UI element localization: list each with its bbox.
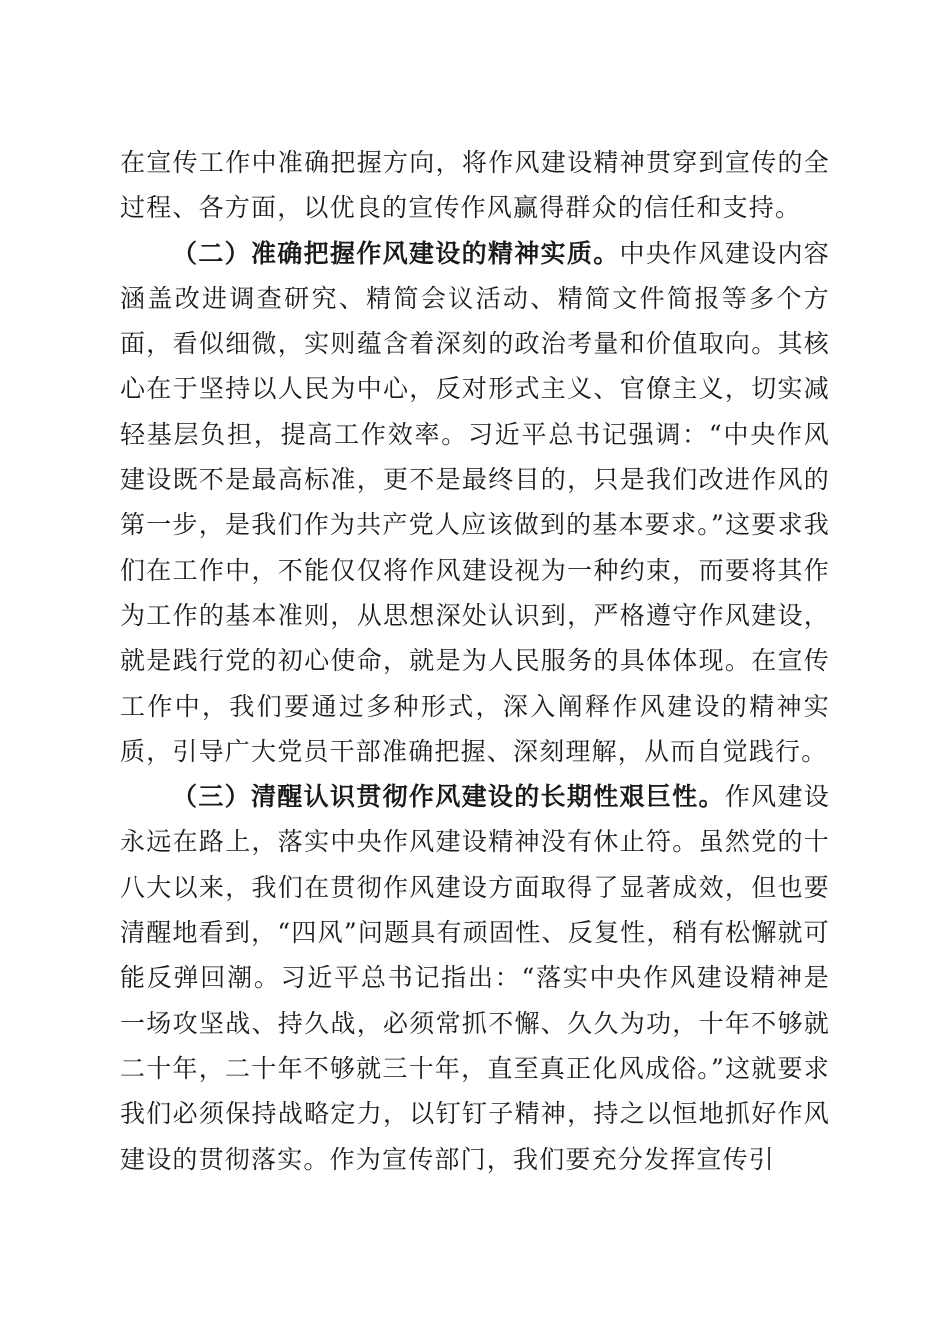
section-heading-three: （三）清醒认识贯彻作风建设的长期性艰巨性。 bbox=[172, 782, 725, 812]
paragraph-text: 中央作风建设内容涵盖改进调查研究、精简会议活动、精简文件简报等多个方面，看似细微，实则蕴含着深刻的政治考量和价值取向。其核心在于坚持以人民为中心，反对形式主义、官僚主义，切实减轻基层负担，提高工作效率。习近平总书记强调：“中央作风建设既不是最高标准，更不是最终目的，只是我们改进作风的第一步，是我们作为共产党人应该做到的基本要求。”这要求我们在工作中，不能仅仅将作风建设视为一种约束，而要将其作为工作的基本准则，从思想深处认识到，严格遵守作风建设，就是践行党的初心使命，就是为人民服务的具体体现。在宣传工作中，我们要通过多种形式，深入阐释作风建设的精神实质，引导广大党员干部准确把握、深刻理解，从而自觉践行。 bbox=[120, 238, 830, 766]
paragraph-text: 在宣传工作中准确把握方向，将作风建设精神贯穿到宣传的全过程、各方面，以优良的宣传作风赢得群众的信任和支持。 bbox=[120, 148, 830, 223]
paragraph-section-two bbox=[120, 231, 830, 775]
paragraph-section-three bbox=[120, 774, 830, 1182]
document-body bbox=[120, 140, 830, 1182]
paragraph-continuation bbox=[120, 140, 830, 231]
section-heading-two: （二）准确把握作风建设的精神实质。 bbox=[172, 238, 620, 268]
paragraph-text: 作风建设永远在路上，落实中央作风建设精神没有休止符。虽然党的十八大以来，我们在贯彻作风建设方面取得了显著成效，但也要清醒地看到，“四风”问题具有顽固性、反复性，稍有松懈就可能反弹回潮。习近平总书记指出：“落实中央作风建设精神是一场攻坚战、持久战，必须常抓不懈、久久为功，十年不够就二十年，二十年不够就三十年，直至真正化风成俗。”这就要求我们必须保持战略定力，以钉钉子精神，持之以恒地抓好作风建设的贯彻落实。作为宣传部门，我们要充分发挥宣传引 bbox=[120, 782, 831, 1174]
